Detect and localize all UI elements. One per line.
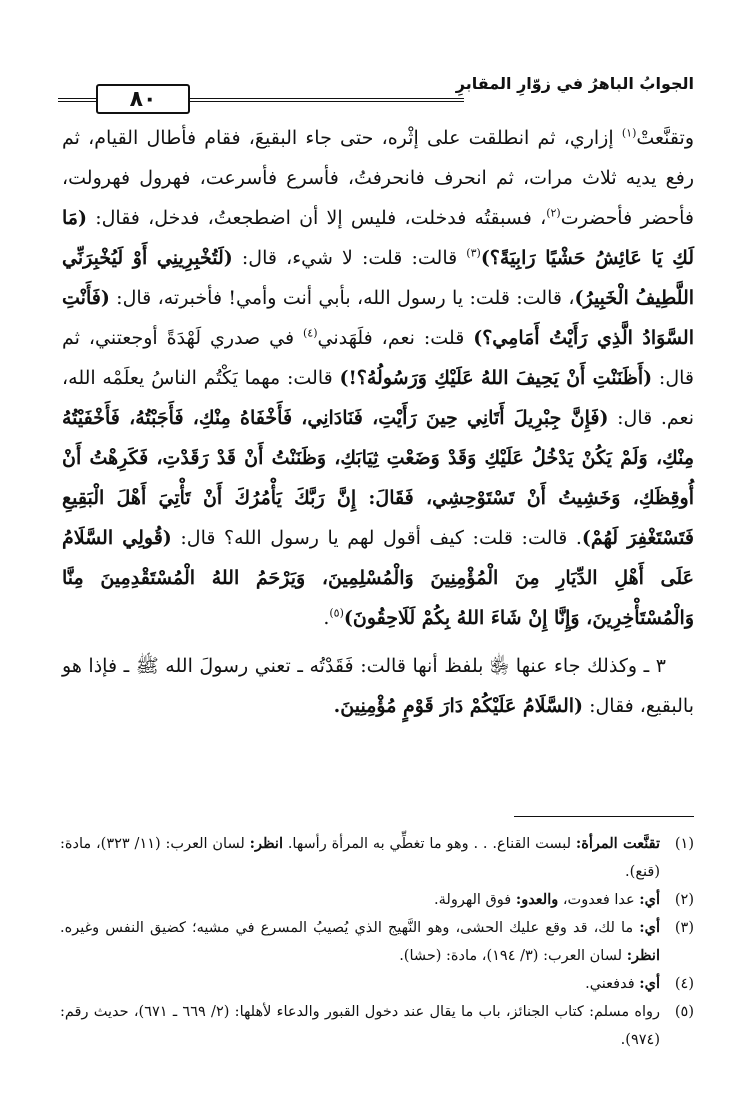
footnote-ref-1[interactable]: (١) <box>621 126 637 140</box>
footnote-text: رواه مسلم: كتاب الجنائز، باب ما يقال عند دخول القبور والدعاء لأهلها: (٢/ ٦٦٩ ـ ٦٧١)، حديث رقم: (٩٧٤). <box>60 1004 661 1048</box>
text-run: قلت: نعم، فلَهَدني <box>317 327 474 349</box>
hadith-quote: (مَا لَكِ يَا عَائِشُ حَشْيًا رَابِيَةً؟) <box>62 207 694 269</box>
hadith-quote: (فَأَنْتِ السَّوَادُ الَّذِي رَأَيْتُ أَمَامِي؟) <box>62 287 695 349</box>
footnote-number: (٣) <box>674 920 694 936</box>
footnote-number: (١) <box>674 836 694 852</box>
footnote-term: والعدو: <box>515 891 559 908</box>
footnote-body: عدا فعدوت، <box>558 892 640 908</box>
footnote-text <box>60 914 660 970</box>
footnote-ref-2[interactable]: (٢) <box>546 206 561 220</box>
footnote-number: (٥) <box>674 1004 694 1020</box>
page-header <box>58 70 694 110</box>
footnote-ref-4[interactable]: (٤) <box>303 326 318 340</box>
footnote-1 <box>60 830 694 886</box>
footnote-term: أي: <box>639 919 660 936</box>
text-run: قالت: مهما يَكْتُم الناسُ يعلَمْه الله، نعم. قال: <box>62 367 694 429</box>
text-run: إزاري، ثم انطلقت على إثْره، حتى جاء البقيعَ، فقام فأطال القيام، ثم رفع يديه ثلاث مرات، ثم انحرف فانحرفتُ، فأسرع فأسرعت، فهرول فهرولت، فأحضر فأحضرت <box>62 127 694 229</box>
footnote-body: ما لك، قد وقع عليك الحشى، وهو النَّهيج الذي يُصيبُ المسرع في مشيه؛ كضيق النفس وغيره. <box>60 920 640 936</box>
footnote-5 <box>60 998 694 1054</box>
footnotes <box>60 830 694 1054</box>
hadith-quote: (قُولِي السَّلَامُ عَلَى أَهْلِ الدِّيَارِ مِنَ الْمُؤْمِنِينَ وَالْمُسْلِمِينَ، وَيَرْحَمُ اللهُ الْمُسْتَقْدِمِينَ مِنَّا وَالْمُسْتَأْخِرِينَ، وَإِنَّا إِنْ شَاءَ اللهُ بِكُمْ لَلَاحِقُونَ) <box>62 527 694 629</box>
footnote-divider <box>514 816 694 817</box>
footnote-body: لسان العرب: (١١/ ٣٢٣)، مادة: (قنع). <box>60 836 660 880</box>
footnote-4 <box>60 970 694 998</box>
footnote-number: (٢) <box>674 892 694 908</box>
footnote-body: فدفعني. <box>585 976 640 992</box>
footnote-body: فوق الهرولة. <box>434 892 516 908</box>
footnote-ref-3[interactable]: (٣) <box>466 246 481 260</box>
hadith-quote: (فَإِنَّ جِبْرِيلَ أَتَانِي حِينَ رَأَيْتِ، فَنَادَانِي، فَأَخْفَاهُ مِنْكِ، فَأَجَبْتُهُ، فَأَخْفَيْتُهُ مِنْكِ، وَلَمْ يَكُنْ يَدْخُلُ عَلَيْكِ وَقَدْ وَضَعْتِ ثِيَابَكِ، وَظَنَنْتُ أَنْ قَدْ رَقَدْتِ، فَكَرِهْتُ أَنْ أُوقِظَكِ، وَخَشِيتُ أَنْ تَسْتَوْحِشِي، فَقَالَ: إِنَّ رَبَّكَ يَأْمُرُكَ أَنْ تَأْتِيَ أَهْلَ الْبَقِيعِ فَتَسْتَغْفِرَ لَهُمْ) <box>62 407 695 549</box>
text-run: . <box>323 607 330 629</box>
main-text <box>62 118 694 726</box>
text-run: ، قالت: قلت: يا رسول الله، بأبي أنت وأمي! فأخبرته، قال: <box>109 287 575 309</box>
text-run: قالت: قلت: لا شيء، قال: <box>232 247 467 269</box>
hadith-quote: (لَتُخْبِرِينِي أَوْ لَيُخْبِرَنِّي اللَّطِيفُ الْخَبِيرُ) <box>62 247 695 309</box>
text-run: وتقنَّعتْ <box>636 127 694 149</box>
footnote-body: لسان العرب: (٣/ ١٩٤)، مادة: (حشا). <box>399 948 627 964</box>
footnote-term: تقنَّعت المرأة: <box>575 835 660 852</box>
paragraph-1 <box>62 118 694 638</box>
footnote-text <box>60 830 660 886</box>
footnote-term: انظر: <box>626 947 660 964</box>
footnote-number: (٤) <box>674 976 694 992</box>
text-run: . قالت: قلت: كيف أقول لهم يا رسول الله؟ قال: <box>171 527 582 549</box>
hadith-quote: (أَظَنَنْتِ أَنْ يَحِيفَ اللهُ عَلَيْكِ وَرَسُولُهُ؟!) <box>339 367 653 389</box>
footnote-ref-5[interactable]: (٥) <box>329 606 344 620</box>
footnote-3 <box>60 914 694 970</box>
footnote-term: انظر: <box>249 835 283 852</box>
footnote-term: أي: <box>639 891 660 908</box>
footnote-text <box>60 970 660 998</box>
footnote-text <box>60 886 660 914</box>
footnote-2 <box>60 886 694 914</box>
hadith-quote: (السَّلَامُ عَلَيْكُمْ دَارَ قَوْمٍ مُؤْمِنِينَ. <box>333 695 584 717</box>
paragraph-2 <box>62 646 694 726</box>
page-number: ٨٠ <box>96 84 190 114</box>
running-title: الجوابُ الباهرُ في زوّارِ المقابرِ <box>455 74 694 93</box>
text-run: ٣ ـ وكذلك جاء عنها ﵂ بلفظ أنها قالت: فَقَدْتُه ـ تعني رسولَ الله ﷺ ـ فإذا هو بالبقيع، فقال: <box>62 655 694 717</box>
footnote-body: لبست القناع. . . وهو ما تغطِّي به المرأة رأسها. <box>282 836 576 852</box>
header-rule-stub <box>58 98 90 102</box>
footnote-term: أي: <box>639 975 660 992</box>
text-run: في صدري لَهْدَةً أوجعتني، ثم قال: <box>62 327 694 389</box>
text-run: ، فسبقتُه فدخلت، فليس إلا أن اضطجعتُ، فدخل، فقال: <box>86 207 547 229</box>
